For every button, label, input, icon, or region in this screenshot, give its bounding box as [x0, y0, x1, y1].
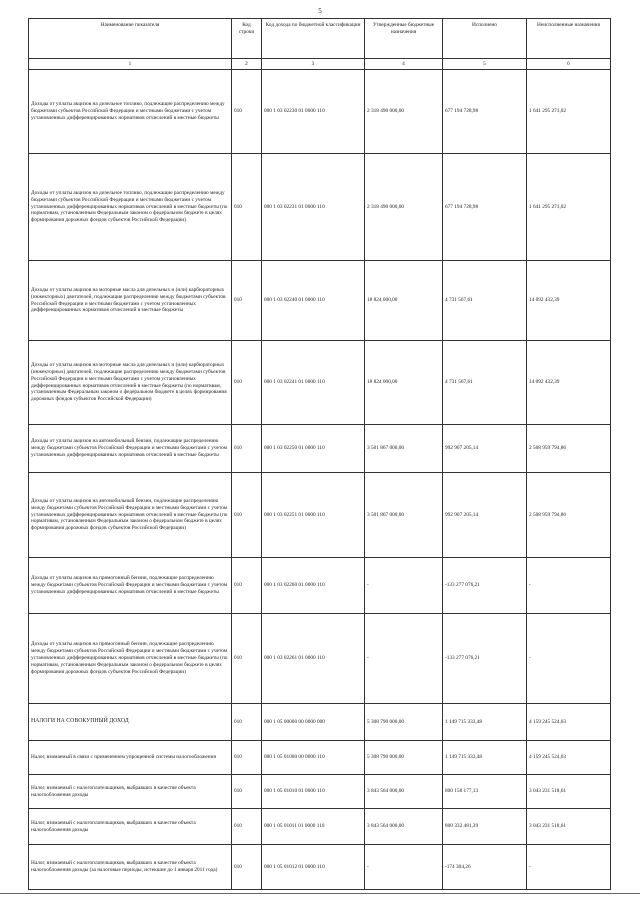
row-line-code: 010: [232, 704, 262, 741]
row-approved: -: [365, 845, 443, 890]
row-executed: -133 277 076,21: [443, 558, 527, 614]
header-budget-code: Код дохода по бюджетной классификации: [262, 19, 365, 59]
row-executed: 1 149 715 333,48: [443, 741, 527, 775]
row-executed: 677 194 728,98: [443, 154, 527, 261]
row-budget-code: 000 1 03 02240 01 0000 110: [262, 261, 365, 341]
report-table: [28, 18, 611, 890]
row-executed: 4 731 567,61: [443, 341, 527, 425]
row-unexecuted: 14 092 432,39: [527, 341, 611, 425]
row-approved: 3 843 564 000,00: [365, 775, 443, 809]
column-number: 1: [29, 59, 232, 70]
table-row: [29, 261, 611, 341]
column-number: 6: [527, 59, 611, 70]
row-budget-code: 000 1 03 02260 01 0000 110: [262, 558, 365, 614]
row-line-code: 010: [232, 741, 262, 775]
row-executed: 677 194 728,98: [443, 70, 527, 154]
row-unexecuted: -: [527, 614, 611, 704]
row-name: Доходы от уплаты акцизов на моторные масла для дизельных и (или) карбюраторных (инжекторных) двигателей, подлежащие распределению между бюджетами субъектов Российской Федерации и местными бюджетами с учетом установленных дифференцированных нормативов отчислений в местные бюджеты (по нормативам, установленным Федеральным законом о федеральном бюджете в целях формирования дорожных фондов субъектов Российской Федерации): [29, 341, 232, 425]
header-row: [29, 19, 611, 59]
row-unexecuted: -: [527, 558, 611, 614]
row-approved: 3 843 564 000,00: [365, 809, 443, 845]
row-unexecuted: 3 043 231 518,61: [527, 809, 611, 845]
table-row: [29, 473, 611, 558]
row-approved: 18 824 000,00: [365, 341, 443, 425]
row-unexecuted: 14 092 432,39: [527, 261, 611, 341]
row-name: Доходы от уплаты акцизов на автомобильный бензин, подлежащие распределению между бюджетами субъектов Российской Федерации и местными бюджетами с учетом установленных дифференцированных нормативов отчислений в местные бюджеты: [29, 425, 232, 473]
row-name: Доходы от уплаты акцизов на прямогонный бензин, подлежащие распределению между бюджетами субъектов Российской Федерации и местными бюджетами с учетом установленных дифференцированных нормативов отчислений в местные бюджеты: [29, 558, 232, 614]
row-budget-code: 000 1 05 00000 00 0000 000: [262, 704, 365, 741]
column-number: 2: [232, 59, 262, 70]
row-unexecuted: 2 508 959 794,86: [527, 425, 611, 473]
row-line-code: 010: [232, 775, 262, 809]
row-approved: 2 318 490 000,00: [365, 154, 443, 261]
column-number: 4: [365, 59, 443, 70]
row-line-code: 010: [232, 614, 262, 704]
row-approved: 5 308 790 000,00: [365, 704, 443, 741]
row-unexecuted: 4 159 245 524,03: [527, 741, 611, 775]
row-budget-code: 000 1 03 02231 01 0000 110: [262, 154, 365, 261]
row-approved: 5 308 790 000,00: [365, 741, 443, 775]
table-row: [29, 341, 611, 425]
row-approved: -: [365, 558, 443, 614]
row-budget-code: 000 1 03 02250 01 0000 110: [262, 425, 365, 473]
row-executed: -174 304,26: [443, 845, 527, 890]
header-line-code: Код строки: [232, 19, 262, 59]
row-line-code: 010: [232, 425, 262, 473]
row-line-code: 010: [232, 845, 262, 890]
table-row: [29, 845, 611, 890]
row-unexecuted: 1 641 295 271,02: [527, 70, 611, 154]
row-budget-code: 000 1 03 02261 01 0000 110: [262, 614, 365, 704]
row-budget-code: 000 1 03 02251 01 0000 110: [262, 473, 365, 558]
row-unexecuted: 1 641 295 271,02: [527, 154, 611, 261]
row-name: НАЛОГИ НА СОВОКУПНЫЙ ДОХОД: [29, 704, 232, 741]
row-unexecuted: 4 159 245 524,03: [527, 704, 611, 741]
row-name: Доходы от уплаты акцизов на дизельное топливо, подлежащие распределению между бюджетами субъектов Российской Федерации и местными бюджетами с учетом установленных дифференцированных нормативов отчислений в местные бюджеты: [29, 70, 232, 154]
row-budget-code: 000 1 05 01012 01 0000 110: [262, 845, 365, 890]
row-budget-code: 000 1 03 02241 01 0000 110: [262, 341, 365, 425]
row-budget-code: 000 1 03 02230 01 0000 110: [262, 70, 365, 154]
row-line-code: 010: [232, 261, 262, 341]
row-executed: -133 277 076,21: [443, 614, 527, 704]
table-row: [29, 70, 611, 154]
table-row: [29, 704, 611, 741]
row-executed: 800 158 177,13: [443, 775, 527, 809]
row-executed: 800 332 481,39: [443, 809, 527, 845]
page-bottom-rule: [0, 893, 640, 894]
row-unexecuted: 2 508 959 794,86: [527, 473, 611, 558]
row-name: Налог, взимаемый с налогоплательщиков, выбравших в качестве объекта налогообложения доходы: [29, 775, 232, 809]
table-row: [29, 741, 611, 775]
row-name: Доходы от уплаты акцизов на автомобильный бензин, подлежащие распределению между бюджетами субъектов Российской Федерации и местными бюджетами с учетом установленных дифференцированных нормативов отчислений в местные бюджеты (по нормативам, установленным Федеральным законом о федеральном бюджете в целях формирования дорожных фондов субъектов Российской Федерации): [29, 473, 232, 558]
table-row: [29, 614, 611, 704]
row-approved: 3 501 867 000,00: [365, 425, 443, 473]
row-approved: 3 501 867 000,00: [365, 473, 443, 558]
row-budget-code: 000 1 05 01010 01 0000 110: [262, 775, 365, 809]
column-number-row: [29, 59, 611, 70]
row-name: Налог, взимаемый с налогоплательщиков, выбравших в качестве объекта налогообложения доходы (за налоговые периоды, истекшие до 1 января 2011 года): [29, 845, 232, 890]
row-executed: 992 907 205,14: [443, 473, 527, 558]
table-row: [29, 558, 611, 614]
row-name: Доходы от уплаты акцизов на дизельное топливо, подлежащие распределению между бюджетами субъектов Российской Федерации и местными бюджетами с учетом установленных дифференцированных нормативов отчислений в местные бюджеты (по нормативам, установленным Федеральным законом о федеральном бюджете в целях формирования дорожных фондов субъектов Российской Федерации): [29, 154, 232, 261]
table-row: [29, 425, 611, 473]
row-budget-code: 000 1 05 01011 01 0000 110: [262, 809, 365, 845]
page-number: 5: [318, 7, 322, 15]
row-line-code: 010: [232, 558, 262, 614]
row-budget-code: 000 1 05 01000 00 0000 110: [262, 741, 365, 775]
row-name: Доходы от уплаты акцизов на моторные масла для дизельных и (или) карбюраторных (инжекторных) двигателей, подлежащие распределению между бюджетами субъектов Российской Федерации и местными бюджетами с учетом установленных дифференцированных нормативов отчислений в местные бюджеты: [29, 261, 232, 341]
row-name: Налог, взимаемый с налогоплательщиков, выбравших в качестве объекта налогообложения доходы: [29, 809, 232, 845]
row-line-code: 010: [232, 341, 262, 425]
row-executed: 4 731 567,61: [443, 261, 527, 341]
table-row: [29, 775, 611, 809]
header-approved: Утвержденные бюджетные назначения: [365, 19, 443, 59]
row-line-code: 010: [232, 154, 262, 261]
row-name: Налог, взимаемый в связи с применением упрощенной системы налогообложения: [29, 741, 232, 775]
row-approved: 2 318 490 000,00: [365, 70, 443, 154]
column-number: 5: [443, 59, 527, 70]
row-executed: 1 149 715 333,48: [443, 704, 527, 741]
row-unexecuted: -: [527, 845, 611, 890]
row-unexecuted: 3 043 231 518,61: [527, 775, 611, 809]
row-approved: -: [365, 614, 443, 704]
table-row: [29, 154, 611, 261]
row-executed: 992 907 205,14: [443, 425, 527, 473]
row-line-code: 010: [232, 809, 262, 845]
row-approved: 18 824 000,00: [365, 261, 443, 341]
header-unexecuted: Неисполненные назначения: [527, 19, 611, 59]
row-line-code: 010: [232, 70, 262, 154]
row-line-code: 010: [232, 473, 262, 558]
column-number: 3: [262, 59, 365, 70]
header-executed: Исполнено: [443, 19, 527, 59]
header-name: Наименование показателя: [29, 19, 232, 59]
row-name: Доходы от уплаты акцизов на прямогонный бензин, подлежащие распределению между бюджетами субъектов Российской Федерации и местными бюджетами с учетом установленных дифференцированных нормативов отчислений в местные бюджеты (по нормативам, установленным Федеральным законом о федеральном бюджете в целях формирования дорожных фондов субъектов Российской Федерации): [29, 614, 232, 704]
table-row: [29, 809, 611, 845]
